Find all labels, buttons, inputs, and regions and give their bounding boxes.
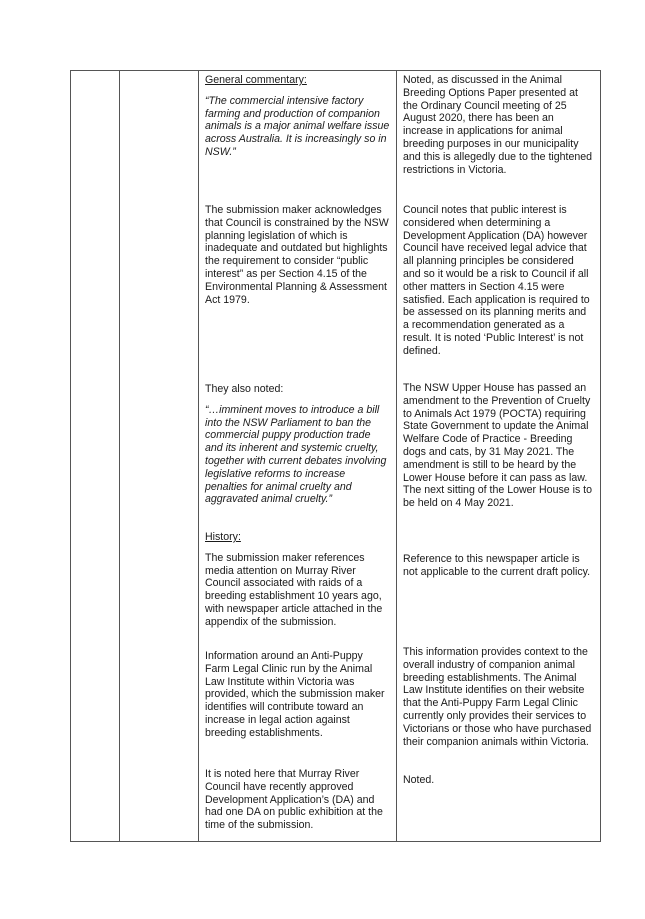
submission-approved-da: [205, 768, 390, 832]
response-text: Noted, as discussed in the Animal Breeding Options Paper presented at the Ordinary Council meeting of 25 August 2020, there has been an increase in applications for animal breeding purposes in our municipality and this is allegedly due to the tightened restrictions in Victoria.: [403, 74, 593, 176]
section-heading: General commentary:: [205, 74, 307, 86]
empty-column-2: [120, 71, 199, 842]
section-heading: History:: [205, 531, 241, 543]
response-text: Council notes that public interest is considered when determining a Development Application (DA) however Council have received legal advice that all planning principles be considered and so it would be a risk to Council if all other matters in Section 4.15 were satisfied. Each application is required to be assessed on its planning merits and a recommendation generated as a result. It is noted ‘Public Interest’ is not defined.: [403, 204, 590, 357]
submission-column: [199, 71, 397, 842]
submission-general-commentary: [205, 74, 390, 159]
submission-history: [205, 531, 390, 629]
submission-also-noted: [205, 383, 390, 506]
empty-column-1: [71, 71, 120, 842]
consultation-table: [70, 70, 601, 842]
response-text: The NSW Upper House has passed an amendment to the Prevention of Cruelty to Animals Act 1979 (POCTA) requiring State Government to update the Animal Welfare Code of Practice - Breeding dogs and cats, by 31 May 2021. The amendment is still to be heard by the Lower House before it can pass as law. The next sitting of the Lower House is to be held on 4 May 2021.: [403, 382, 593, 510]
response-history: [403, 553, 594, 579]
submission-text: “The commercial intensive factory farming and production of companion animals is a major animal welfare issue across Australia. It is increasingly so in NSW.”: [205, 94, 390, 158]
response-legal-clinic: [403, 646, 594, 748]
submission-legal-clinic: [205, 650, 390, 740]
submission-lead: They also noted:: [205, 383, 284, 395]
response-approved-da: [403, 774, 594, 787]
response-text: Noted.: [403, 774, 435, 786]
table-row: [71, 71, 601, 842]
submission-text: Information around an Anti-Puppy Farm Legal Clinic run by the Animal Law Institute within Victoria was provided, which the submission maker identifies will contribute toward an increase in legal action against breeding establishments.: [205, 650, 385, 739]
response-text: Reference to this newspaper article is not applicable to the current draft policy.: [403, 553, 591, 578]
submission-text: “…imminent moves to introduce a bill into the NSW Parliament to ban the commercial puppy production trade and its inherent and systemic cruelty, together with current debates involving legislative reforms to increase penalties for animal cruelty and aggravated animal cruelty.”: [205, 403, 387, 506]
response-general-commentary: [403, 74, 594, 176]
submission-text: It is noted here that Murray River Council have recently approved Development Application’s (DA) and had one DA on public exhibition at the time of the submission.: [205, 768, 383, 832]
response-also-noted: [403, 382, 594, 510]
response-column: [397, 71, 601, 842]
response-planning-legislation: [403, 204, 594, 358]
submission-text: The submission maker references media attention on Murray River Council associated with raids of a breeding establishment 10 years ago, with newspaper article attached in the appendix of the submission.: [205, 551, 383, 628]
response-text: This information provides context to the overall industry of companion animal breeding establishments. The Animal Law Institute identifies on their website that the Anti-Puppy Farm Legal Clinic currently only provides their services to Victorians or those who have purchased their companion animals within Victoria.: [403, 646, 592, 748]
submission-planning-legislation: [205, 204, 390, 306]
submission-text: The submission maker acknowledges that Council is constrained by the NSW planning legislation of which is inadequate and outdated but highlights the requirement to consider “public interest” as per Section 4.15 of the Environmental Planning & Assessment Act 1979.: [205, 204, 389, 306]
